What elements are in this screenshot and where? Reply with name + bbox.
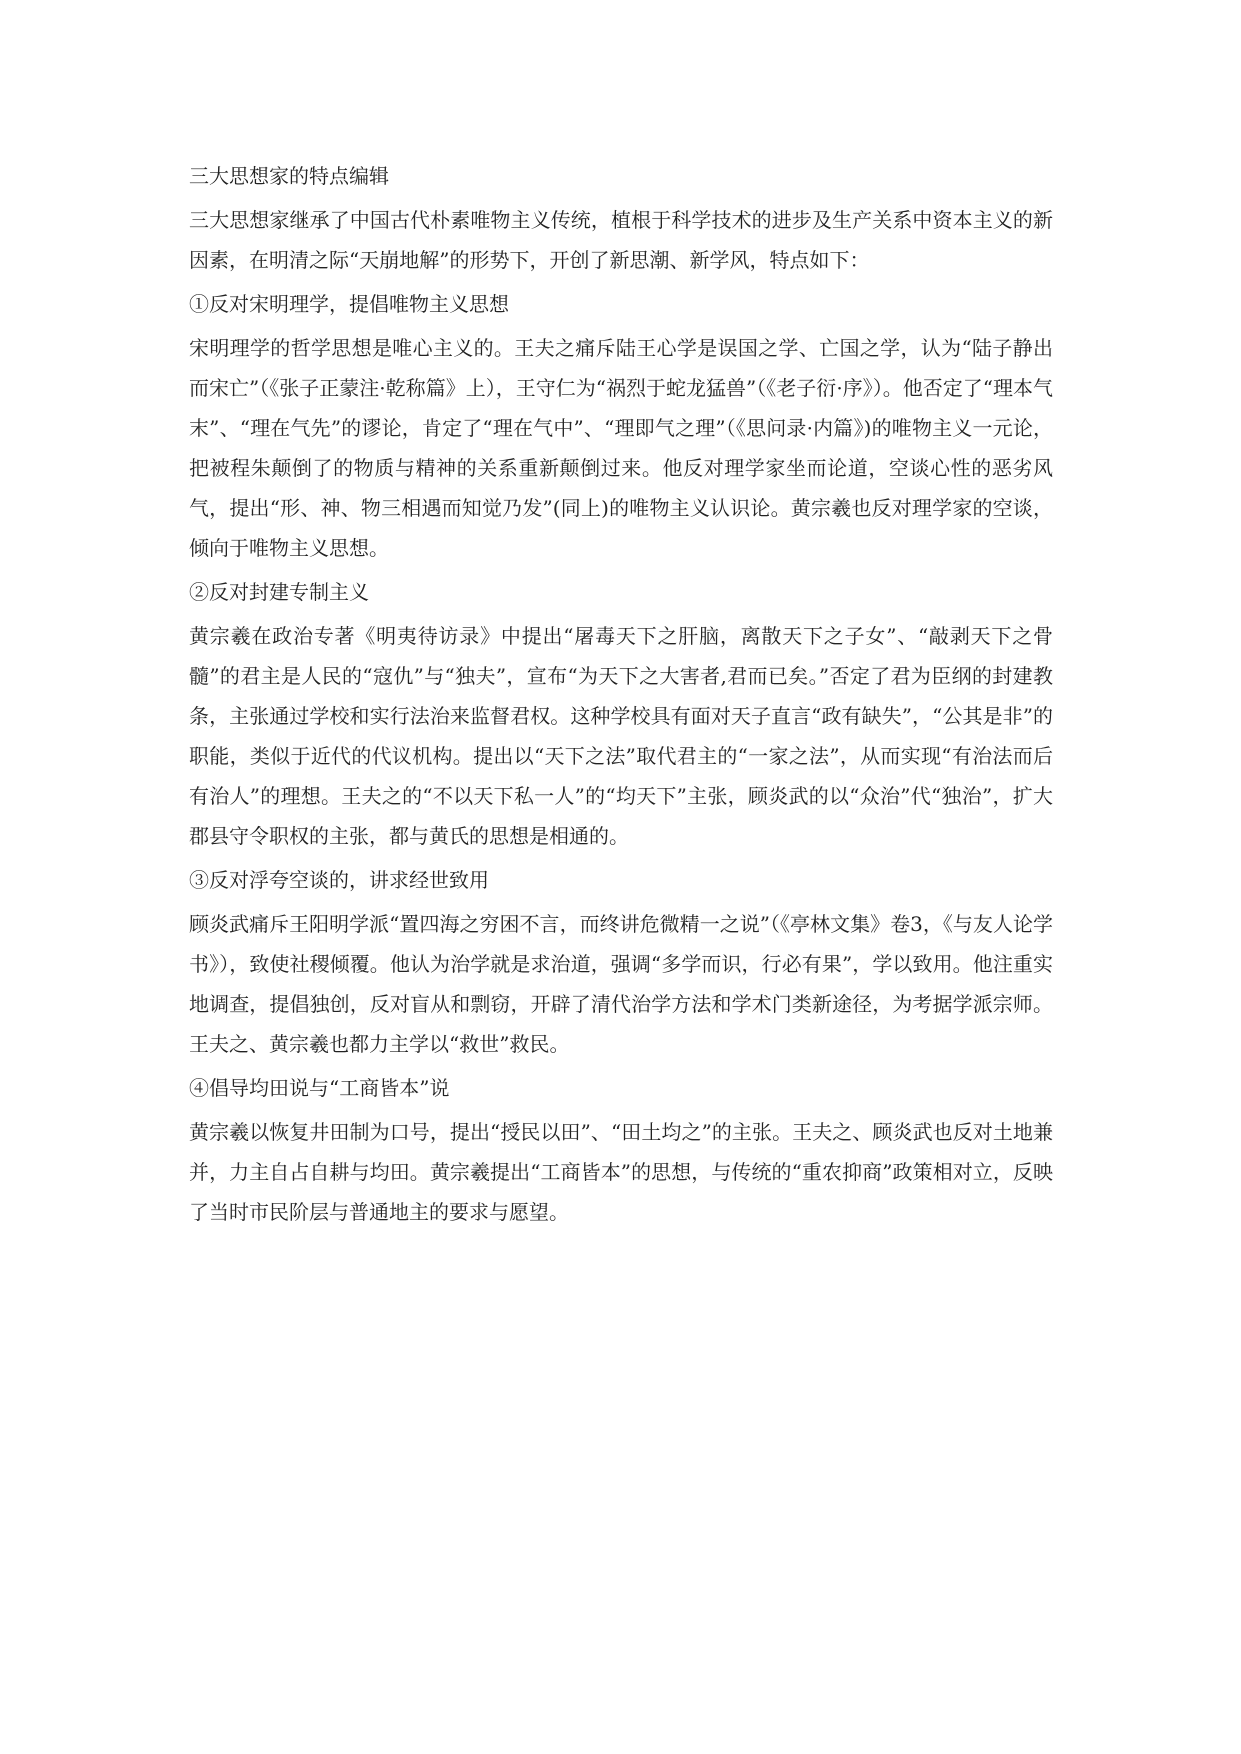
document-title: 三大思想家的特点编辑 bbox=[189, 164, 389, 188]
section-body-4: 黄宗羲以恢复井田制为口号，提出“授民以田”、“田土均之”的主张。王夫之、顾炎武也反对土地兼并，力主自占自耕与均田。黄宗羲提出“工商皆本”的思想，与传统的“重农抑商”政策相对立，反映了当时市民阶层与普通地主的要求与愿望。 bbox=[189, 1120, 1053, 1224]
section-heading-4: ④倡导均田说与“工商皆本”说 bbox=[189, 1076, 450, 1100]
document-content bbox=[189, 156, 1053, 1236]
section-heading-3: ③反对浮夸空谈的，讲求经世致用 bbox=[189, 868, 489, 892]
section-body-2: 黄宗羲在政治专著《明夷待访录》中提出“屠毒天下之肝脑，离散天下之子女”、“敲剥天下之骨髓”的君主是人民的“寇仇”与“独夫”，宣布“为天下之大害者,君而已矣。”否定了君为臣纲的封建教条，主张通过学校和实行法治来监督君权。这种学校具有面对天子直言“政有缺失”，“公其是非”的职能，类似于近代的代议机构。提出以“天下之法”取代君主的“一家之法”，从而实现“有治法而后有治人”的理想。王夫之的“不以天下私一人”的“均天下”主张，顾炎武的以“众治”代“独治”，扩大郡县守令职权的主张，都与黄氏的思想是相通的。 bbox=[189, 624, 1053, 848]
section-heading-1: ①反对宋明理学，提倡唯物主义思想 bbox=[189, 292, 509, 316]
section-body-1: 宋明理学的哲学思想是唯心主义的。王夫之痛斥陆王心学是误国之学、亡国之学，认为“陆子静出而宋亡”（《张子正蒙注·乾称篇》上），王守仁为“祸烈于蛇龙猛兽”（《老子衍·序》）。他否定了“理本气末”、“理在气先”的谬论，肯定了“理在气中”、“理即气之理”（《思问录·内篇》)的唯物主义一元论，把被程朱颠倒了的物质与精神的关系重新颠倒过来。他反对理学家坐而论道，空谈心性的恶劣风气，提出“形、神、物三相遇而知觉乃发”(同上)的唯物主义认识论。黄宗羲也反对理学家的空谈，倾向于唯物主义思想。 bbox=[189, 336, 1053, 560]
section-heading-2: ②反对封建专制主义 bbox=[189, 580, 369, 604]
intro-paragraph: 三大思想家继承了中国古代朴素唯物主义传统，植根于科学技术的进步及生产关系中资本主义的新因素，在明清之际“天崩地解”的形势下，开创了新思潮、新学风，特点如下： bbox=[189, 208, 1053, 272]
section-body-3: 顾炎武痛斥王阳明学派“置四海之穷困不言，而终讲危微精一之说”（《亭林文集》卷3，《与友人论学书》），致使社稷倾覆。他认为治学就是求治道，强调“多学而识，行必有果”，学以致用。他注重实地调查，提倡独创，反对盲从和剽窃，开辟了清代治学方法和学术门类新途径，为考据学派宗师。王夫之、黄宗羲也都力主学以“救世”救民。 bbox=[189, 912, 1053, 1056]
